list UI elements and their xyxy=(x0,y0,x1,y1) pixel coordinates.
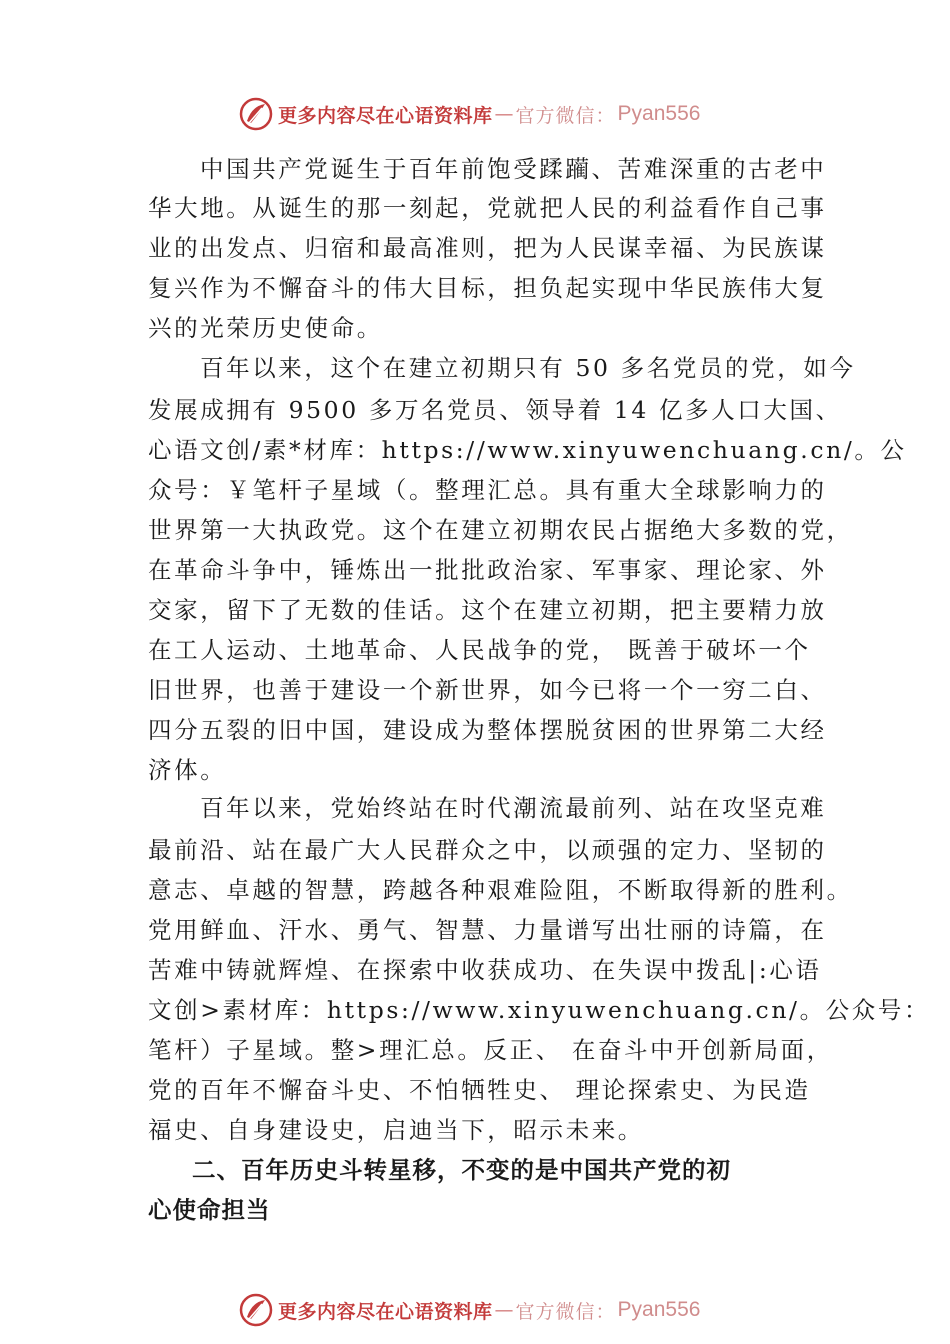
paragraph-line: 世界第一大执政党。这个在建立初期农民占据绝大多数的党， xyxy=(148,516,853,544)
brand-logo-icon xyxy=(238,96,274,132)
paragraph-line: 苦难中铸就辉煌、在探索中收获成功、在失误中拨乱|:心语 xyxy=(148,956,822,984)
paragraph-line: 百年以来，党始终站在时代潮流最前列、站在攻坚克难 xyxy=(200,794,827,822)
footer-banner xyxy=(238,1290,700,1330)
paragraph-line: 文创>素材库：https://www.xinyuwenchuang.cn/。公众号： xyxy=(148,996,931,1024)
paragraph-line: 党用鲜血、汗水、勇气、智慧、力量谱写出壮丽的诗篇，在 xyxy=(148,916,827,944)
paragraph-line: 发展成拥有 9500 多万名党员、领导着 14 亿多人口大国、 xyxy=(148,396,842,424)
banner-wechat-id: Pyan556 xyxy=(617,102,701,125)
paragraph-line: 福史、自身建设史，启迪当下，昭示未来。 xyxy=(148,1116,644,1144)
paragraph-line: 心语文创/素*材库：https://www.xinyuwenchuang.cn/。公 xyxy=(148,436,907,464)
banner-wechat-id: Pyan556 xyxy=(617,1298,701,1321)
banner-wechat-label: 官方微信： xyxy=(515,1300,616,1323)
banner-wechat-label: 官方微信： xyxy=(515,104,616,127)
paragraph-line: 笔杆）子星域。整>理汇总。反正、 在奋斗中开创新局面， xyxy=(148,1036,833,1064)
paragraph-line: 意志、卓越的智慧，跨越各种艰难险阻，不断取得新的胜利。 xyxy=(148,876,853,904)
banner-brand-text: 更多内容尽在心语资料库 xyxy=(278,104,493,127)
section-heading-line-2: 心使命担当 xyxy=(148,1196,271,1224)
paragraph-line: 在工人运动、土地革命、人民战争的党， 既善于破坏一个 xyxy=(148,636,811,664)
section-heading-line-1: 二、百年历史斗转星移，不变的是中国共产党的初 xyxy=(192,1156,731,1184)
paragraph-line: 华大地。从诞生的那一刻起，党就把人民的利益看作自己事 xyxy=(148,194,827,222)
paragraph-line: 四分五裂的旧中国，建设成为整体摆脱贫困的世界第二大经 xyxy=(148,716,827,744)
paragraph-line: 济体。 xyxy=(148,756,227,784)
brand-logo-icon xyxy=(238,1292,274,1328)
paragraph-line: 党的百年不懈奋斗史、不怕牺牲史、 理论探索史、为民造 xyxy=(148,1076,811,1104)
header-banner xyxy=(238,94,700,134)
paragraph-line: 复兴作为不懈奋斗的伟大目标，担负起实现中华民族伟大复 xyxy=(148,274,827,302)
paragraph-line: 百年以来，这个在建立初期只有 50 多名党员的党，如今 xyxy=(200,354,856,382)
banner-dash: — xyxy=(494,103,514,125)
paragraph-line: 交家，留下了无数的佳话。这个在建立初期，把主要精力放 xyxy=(148,596,827,624)
paragraph-line: 众号：￥笔杆子星域（。整理汇总。具有重大全球影响力的 xyxy=(148,476,827,504)
banner-brand-text: 更多内容尽在心语资料库 xyxy=(278,1300,493,1323)
paragraph-line: 中国共产党诞生于百年前饱受蹂躏、苦难深重的古老中 xyxy=(200,155,827,183)
paragraph-line: 业的出发点、归宿和最高准则，把为人民谋幸福、为民族谋 xyxy=(148,234,827,262)
banner-dash: — xyxy=(494,1299,514,1321)
paragraph-line: 在革命斗争中，锤炼出一批批政治家、军事家、理论家、外 xyxy=(148,556,827,584)
paragraph-line: 旧世界，也善于建设一个新世界，如今已将一个一穷二白、 xyxy=(148,676,827,704)
paragraph-line: 最前沿、站在最广大人民群众之中，以顽强的定力、坚韧的 xyxy=(148,836,827,864)
paragraph-line: 兴的光荣历史使命。 xyxy=(148,314,383,342)
